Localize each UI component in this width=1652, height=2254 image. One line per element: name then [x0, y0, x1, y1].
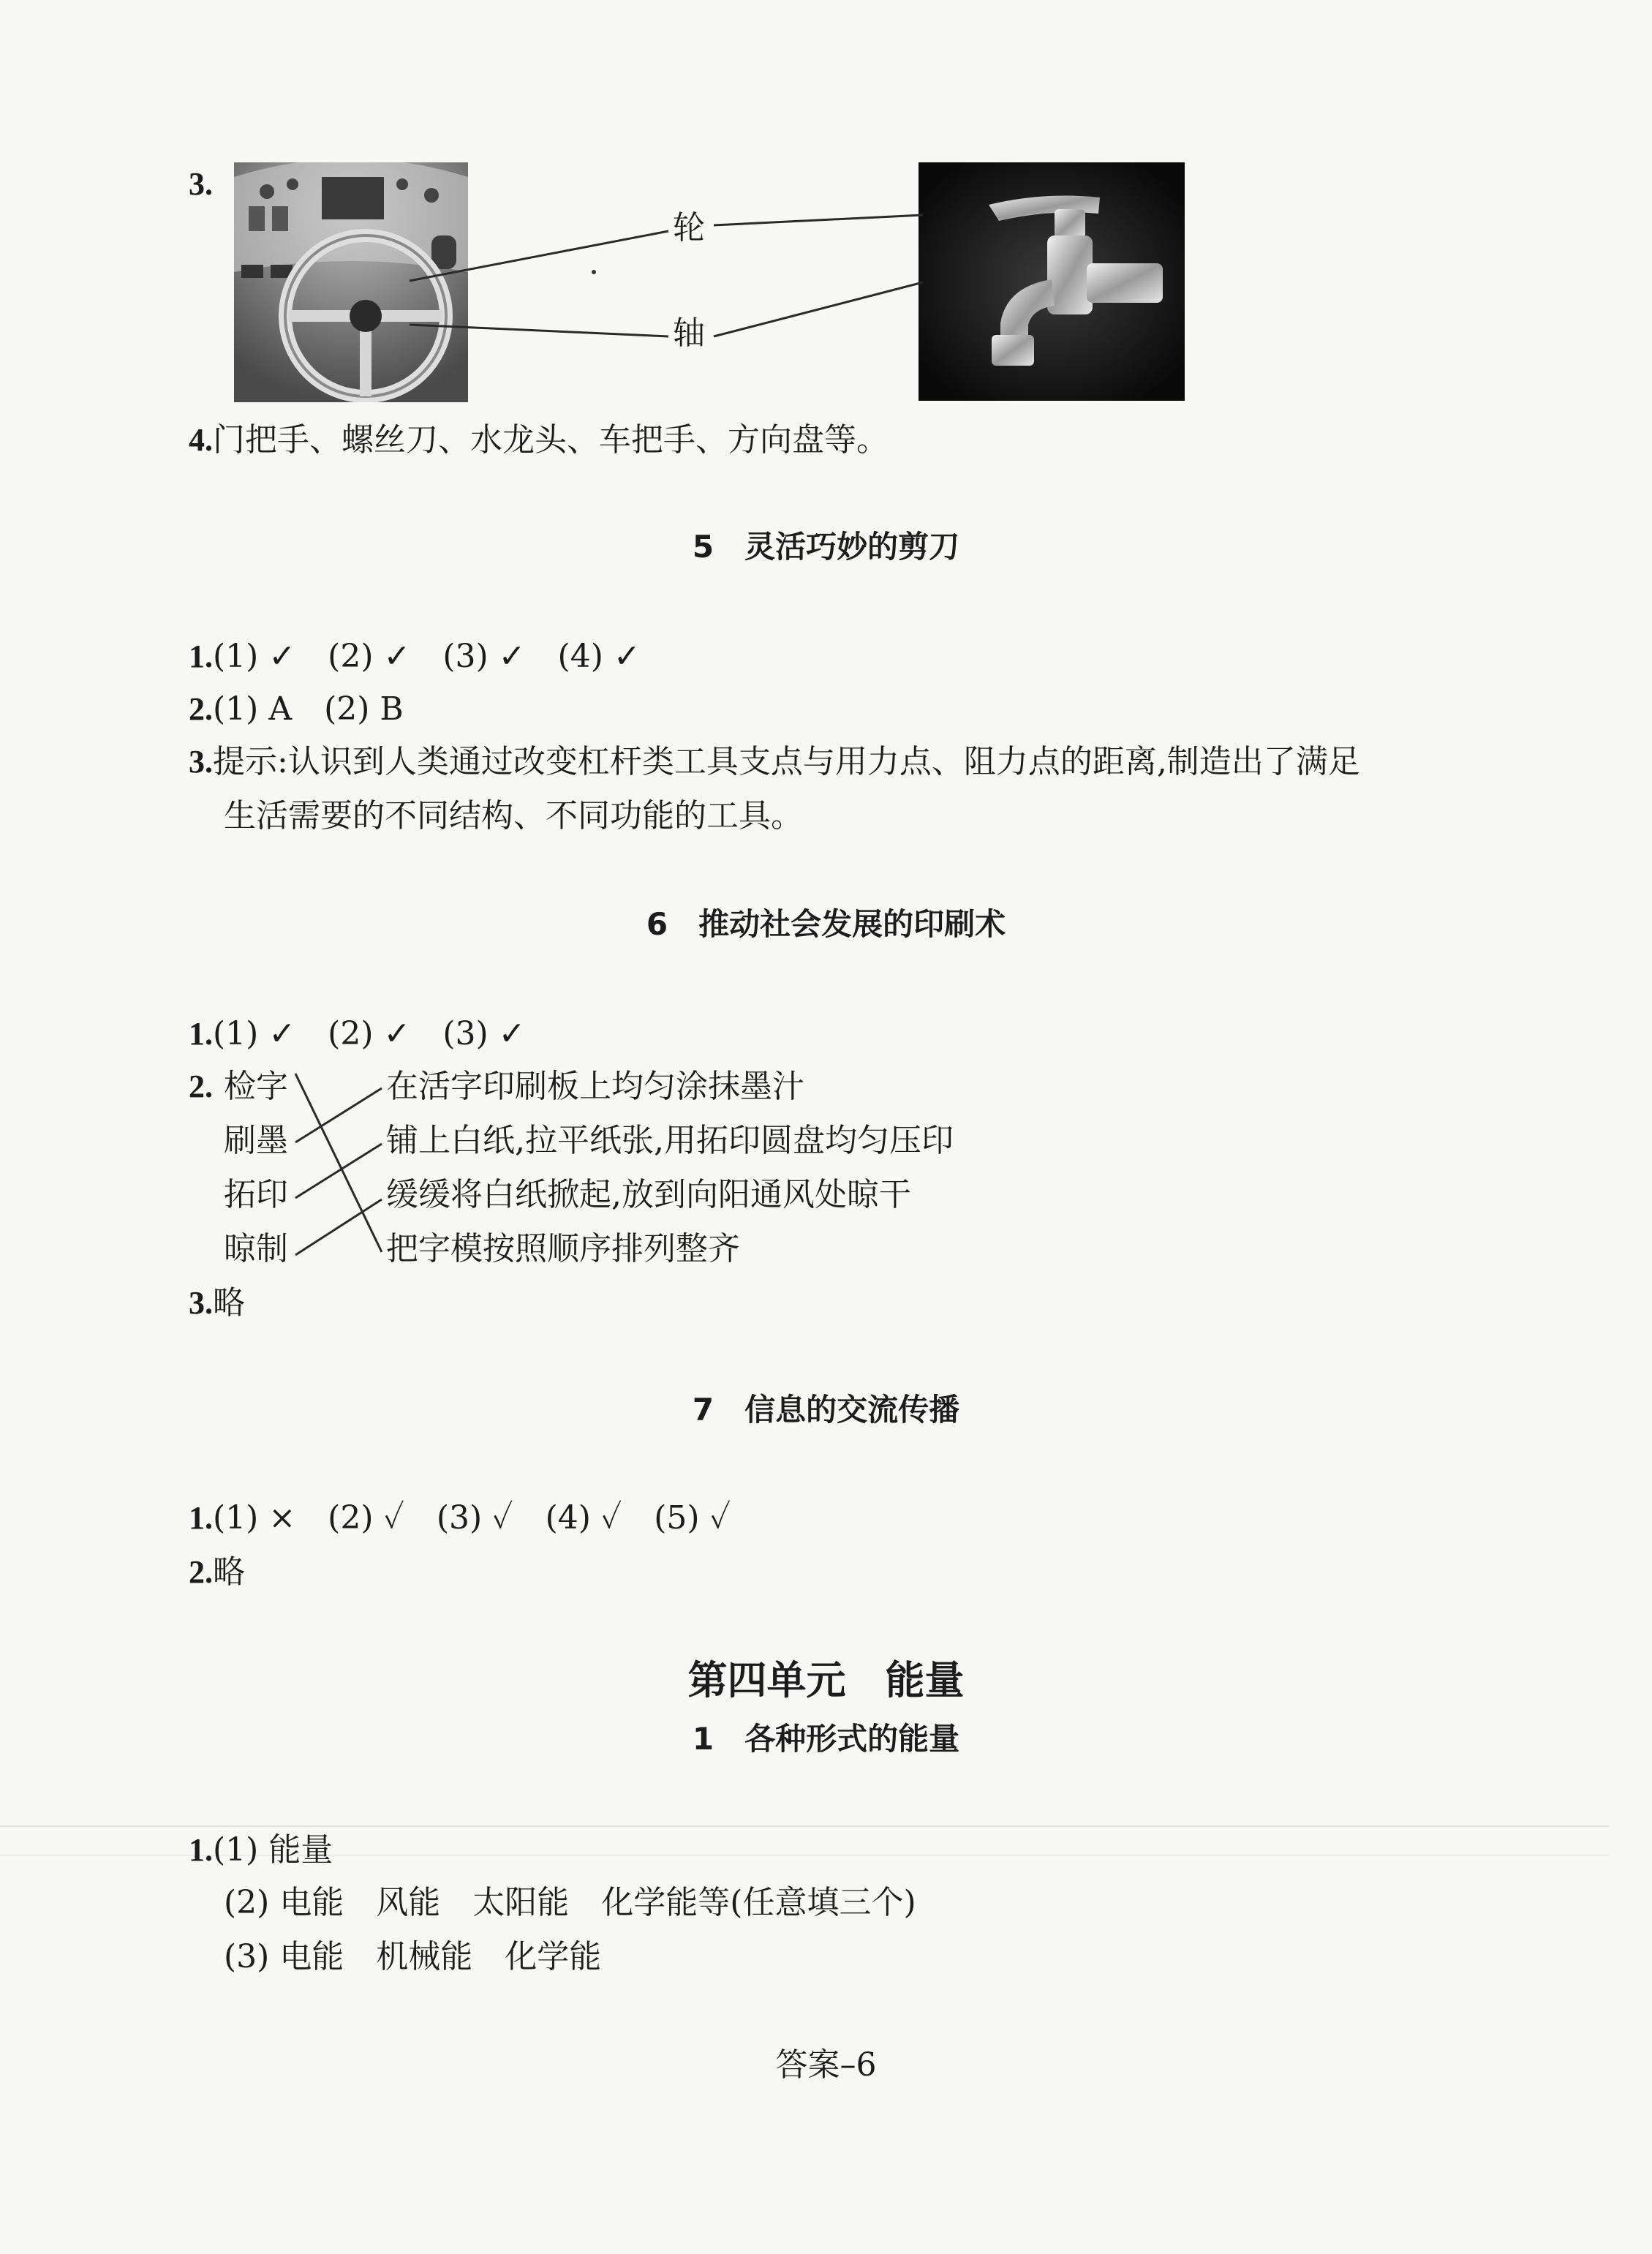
s6-q3-line: [189, 1281, 245, 1325]
s5-q3-line1: [189, 740, 1360, 784]
s7-q1-number: 1.: [189, 1500, 213, 1536]
s7-q2-text: 略: [213, 1553, 245, 1591]
s6-q2-left-3: 晾制: [224, 1230, 288, 1267]
u4-q1-part1: (1) 能量: [213, 1831, 333, 1869]
q4-line: [189, 418, 889, 462]
u4-q1-part3: (3) 电能 机械能 化学能: [224, 1938, 602, 1975]
s5-q2-text: (1) A (2) B: [213, 690, 404, 728]
s6-q1-number: 1.: [189, 1016, 213, 1052]
s5-q2-number: 2.: [189, 691, 213, 727]
s6-q2-right-2: 缓缓将白纸掀起,放到向阳通风处晾干: [386, 1176, 911, 1213]
s6-q3-number: 3.: [189, 1285, 213, 1321]
s7-q2-number: 2.: [189, 1554, 213, 1590]
q3-number: 3.: [189, 166, 213, 202]
section6-title: 6 推动社会发展的印刷术: [646, 906, 1006, 942]
s5-q1-line: [189, 635, 641, 679]
q4-number: 4.: [189, 422, 213, 458]
wheel-connector-right: [714, 215, 923, 225]
s6-q1-line: [189, 1012, 526, 1056]
unit4-lesson1-title: 1 各种形式的能量: [692, 1721, 960, 1757]
s6-q3-text: 略: [213, 1284, 245, 1322]
s5-q3-number: 3.: [189, 744, 213, 780]
unit4-title: 第四单元 能量: [687, 1656, 965, 1703]
s6-q2-right-1: 铺上白纸,拉平纸张,用拓印圆盘均匀压印: [386, 1122, 954, 1159]
s5-q2-line: [189, 687, 404, 731]
s5-q3-text1: 提示:认识到人类通过改变杠杆类工具支点与用力点、阻力点的距离,制造出了满足: [213, 743, 1360, 780]
s5-q3-line2: 生活需要的不同结构、不同功能的工具。: [224, 797, 803, 834]
s5-q1-text: (1) ✓ (2) ✓ (3) ✓ (4) ✓: [213, 638, 641, 675]
axle-connector-right: [714, 282, 923, 336]
axle-label: 轴: [673, 314, 705, 352]
match-line-shuamo: [295, 1088, 382, 1142]
s6-q2-right-0: 在活字印刷板上均匀涂抹墨汁: [386, 1068, 804, 1105]
s6-q2-right-3: 把字模按照顺序排列整齐: [386, 1230, 740, 1267]
u4-q1-number: 1.: [189, 1832, 213, 1868]
u4-q1-part2: (2) 电能 风能 太阳能 化学能等(任意填三个): [224, 1884, 916, 1921]
q4-text: 门把手、螺丝刀、水龙头、车把手、方向盘等。: [213, 421, 889, 459]
s6-q2-left-0: 检字: [224, 1068, 288, 1105]
scan-fold-line: [0, 1825, 1609, 1827]
section5-title: 5 灵活巧妙的剪刀: [692, 529, 960, 565]
page-number: 答案–6: [775, 2046, 877, 2084]
s6-q2-number: 2.: [189, 1068, 213, 1104]
s7-q1-line: [189, 1496, 731, 1540]
s7-q1-text: (1) × (2) ✓ (3) ✓ (4) ✓ (5) ✓: [213, 1499, 731, 1537]
u4-q1-line1: [189, 1828, 333, 1872]
s6-q2-left-1: 刷墨: [224, 1122, 288, 1159]
wheel-connector-left: [410, 231, 668, 281]
s7-q2-line: [189, 1550, 245, 1594]
match-line-tayin: [295, 1144, 382, 1198]
s6-q1-text: (1) ✓ (2) ✓ (3) ✓: [213, 1015, 526, 1052]
axle-connector-left: [410, 325, 668, 336]
match-line-jianzi: [295, 1074, 382, 1252]
section7-title: 7 信息的交流传播: [692, 1392, 960, 1428]
speck: [592, 270, 596, 274]
wheel-label: 轮: [673, 209, 705, 246]
s6-q2-left-2: 拓印: [224, 1176, 288, 1213]
s5-q1-number: 1.: [189, 638, 213, 674]
